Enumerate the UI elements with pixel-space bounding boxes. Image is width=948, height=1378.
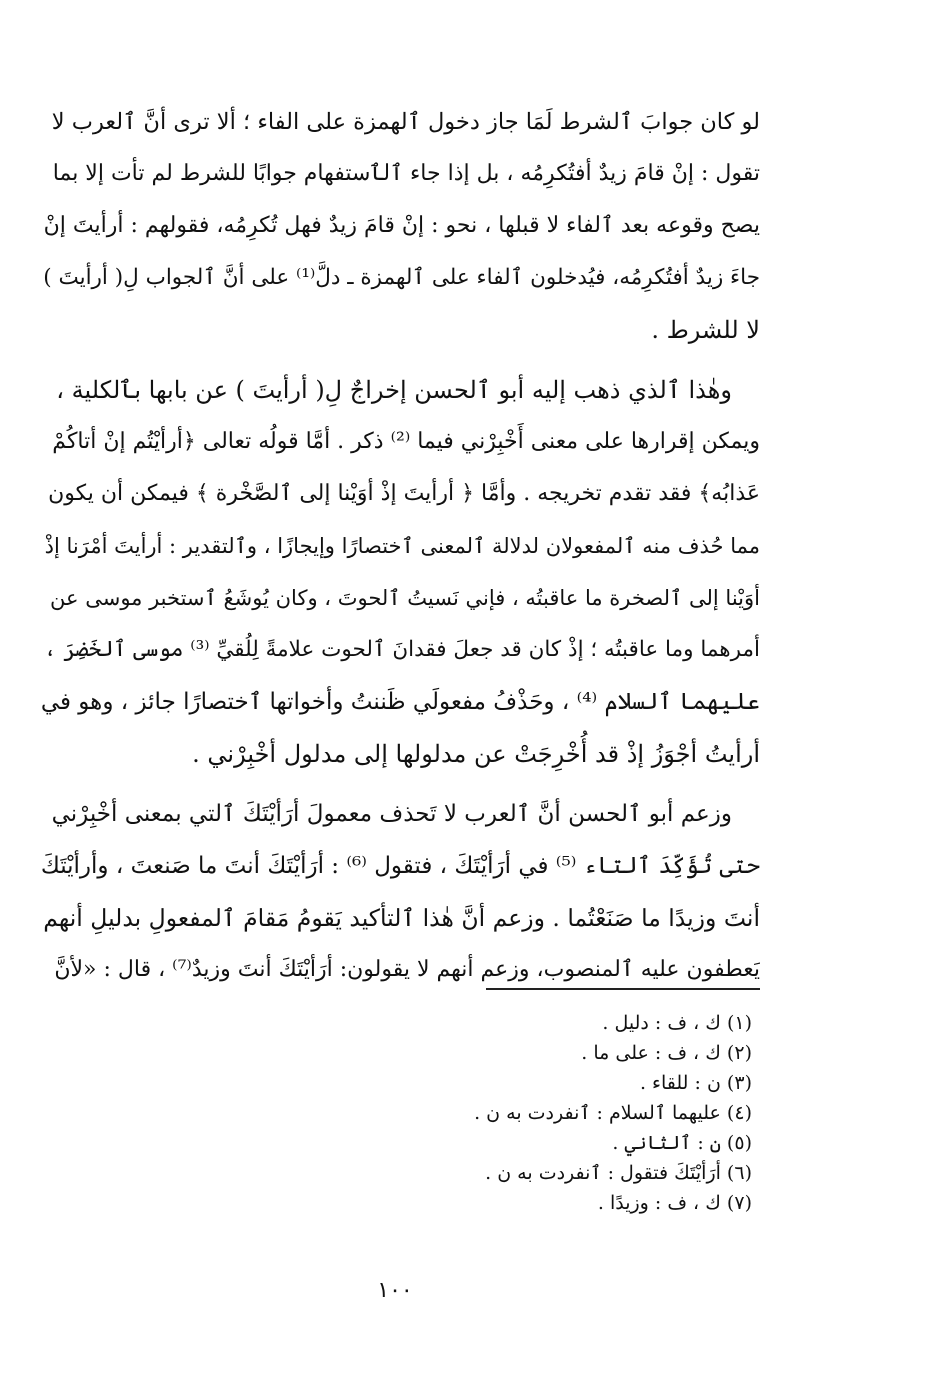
text-line: لا للشرط .: [651, 316, 760, 344]
footnote: (١) ك ، ف : دليل .: [602, 1012, 752, 1034]
footnote: (٣) ن : للقاء .: [639, 1072, 752, 1094]
footnote: (٤) عليهما ٱلسلام : ٱنفردت به ن .: [474, 1102, 752, 1124]
text-line: وهٰذا ٱلذي ذهب إليه أبو ٱلحسن إخراجٌ لِ( أرأيتَ ) عن بابها بٱلكلية ،: [56, 376, 732, 404]
footnote: (٧) ك ، ف : وزيدًا .: [597, 1192, 752, 1214]
text-line: يَعطفون عليه ٱلمنصوب، وزعم أنهم لا يقولون: أرَأيْتَكَ أنتَ وزيدٌ⁽⁷⁾ ، قال : «لأنَّ: [54, 957, 760, 982]
text-line: أمرهما وما عاقبتُه ؛ إذْ كان قد جعلَ فقدانَ ٱلحوت علامةً لِلُقيِّ ⁽³⁾ موسى ٱلخَضِرَ ،: [43, 637, 760, 662]
text-line: مما حُذف منه ٱلمفعولان لدلالة ٱلمعنى ٱختصارًا وإيجازًا ، وٱلتقدير : أرأيتَ أمْرَنا إذْ: [44, 534, 760, 558]
footnote: (٢) ك ، ف : على ما .: [581, 1042, 752, 1064]
footnote: (٦) أرَأيْتَكَ فتقول : ٱنفردت به ن .: [485, 1162, 752, 1184]
footnote-separator: [486, 988, 760, 990]
paragraph-gap: [40, 356, 760, 364]
text-line: أوَيْنا إلى ٱلصخرة ما عاقبتُه ، فإني نَسيتُ ٱلحوتَ ، وكان يُوشَعُ ٱستخبر موسى عن: [50, 586, 760, 610]
text-line: عليهما ٱلسلام ⁽⁴⁾ ، وحَذْفُ مفعولَي ظَننتُ وأخواتها ٱختصارًا جائز ، وهو في: [40, 689, 760, 715]
text-line: ويمكن إقرارها على معنى أَخْبِرْني فيما ⁽²⁾ ذكر . أمَّا قولُه تعالى ﴿أرأيْتُم إنْ أتاكُمْ: [52, 429, 760, 454]
text-line: أرأيتُ أجْوَزُ إذْ قد أُخْرِجَتْ عن مدلولها إلى مدلول أخْبِرْني .: [192, 740, 760, 768]
text-line: حتى تُؤَكِّدَ ٱلتاء ⁽⁵⁾ في أرَأيْتَكَ ، فتقول ⁽⁶⁾ : أرَأيْتَكَ أنتَ ما صَنعتَ ، وأرأيْتَكَ: [40, 853, 760, 879]
footnote: (٥) ن : ٱلثاني .: [612, 1132, 752, 1154]
text-line: أنتَ وزيدًا ما صَنَعْتُما . وزعم أنَّ هٰذا ٱلتأكيد يَقومُ مَقامَ ٱلمفعولِ بدليلِ أنهم: [43, 904, 760, 932]
main-text: [40, 96, 760, 996]
page-number: ١٠٠: [377, 1278, 413, 1303]
text-line: تقول : إنْ قامَ زيدٌ أفتُكرِمُه ، بل إذا جاء ٱلٱستفهام جوابًا للشرط لم تأت إلا بما: [52, 161, 760, 186]
page-body: [40, 96, 760, 996]
text-line: عَذابُه﴾ فقد تقدم تخريجه . وأمَّا ﴿ أرأيتَ إذْ أوَيْنا إلى ٱلصَّخْرة ﴾ فيمكن أن يكون: [48, 481, 760, 506]
paragraph-gap: [40, 780, 760, 788]
text-line: يصح وقوعه بعد ٱلفاء لا قبلها ، نحو : إنْ قامَ زيدٌ فهل تُكرِمُه، فقولهم : أرأيتَ إنْ: [43, 213, 760, 238]
text-line: جاءَ زيدٌ أفتُكرِمُه، فيُدخلون ٱلفاء على ٱلهمزة ـ دلَّ⁽¹⁾ على أنَّ ٱلجواب لِ( أرأيتَ ): [43, 265, 760, 290]
text-line: لو كان جوابَ ٱلشرط لَمَا جاز دخول ٱلهمزة على الفاء ؛ ألا ترى أنَّ ٱلعرب لا: [51, 109, 760, 135]
footnotes: [40, 1008, 752, 1218]
text-line: وزعم أبو ٱلحسن أنَّ ٱلعرب لا تَحذف معمولَ أرَأيْتَكَ ٱلتي بمعنى أخْبِرْني: [51, 801, 732, 827]
